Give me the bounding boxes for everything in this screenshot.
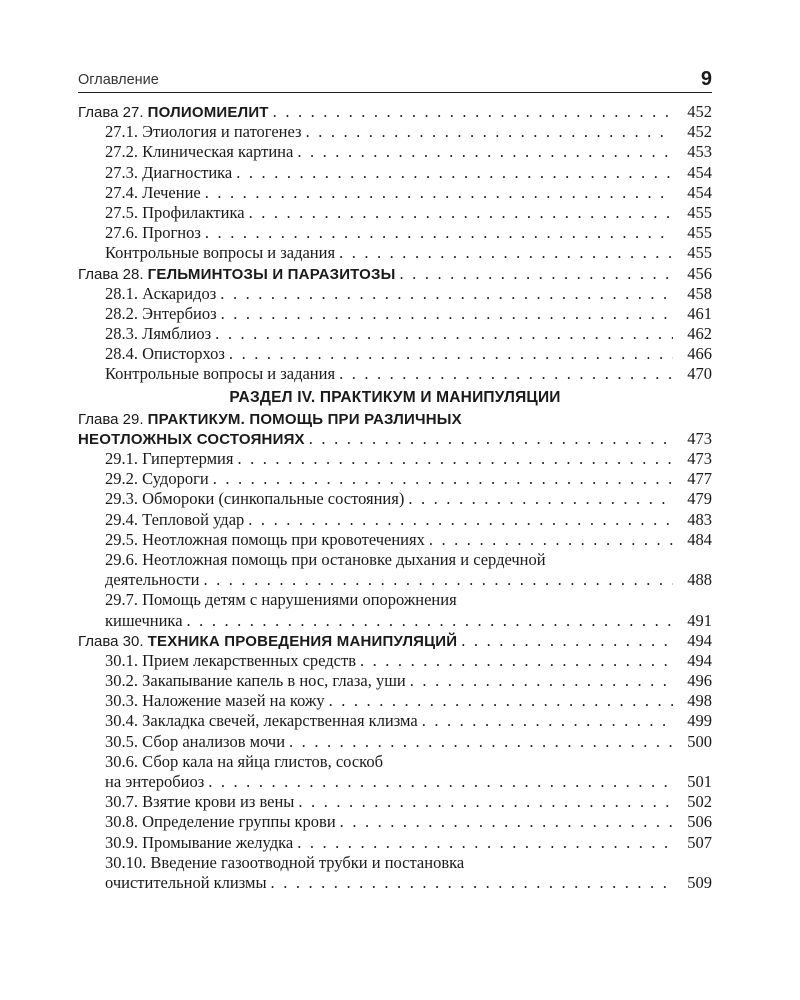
toc-chapter-29-line1[interactable] — [78, 409, 712, 429]
dot-leader — [271, 873, 673, 893]
page-ref: 491 — [687, 610, 712, 630]
page-ref: 455 — [687, 223, 712, 243]
page-ref: 509 — [687, 872, 712, 892]
page-ref: 488 — [687, 570, 712, 590]
dot-leader — [215, 324, 673, 344]
entry-text: 29.3. Обмороки (синкопальные состояния) — [105, 489, 405, 509]
toc-entry[interactable] — [78, 284, 712, 304]
toc-entry[interactable] — [78, 711, 712, 731]
toc-entry-line2[interactable] — [78, 873, 712, 893]
page-ref: 494 — [687, 650, 712, 670]
chapter-title: ГЕЛЬМИНТОЗЫ И ПАРАЗИТОЗЫ — [147, 265, 396, 283]
chapter-prefix: Глава 29. — [78, 410, 144, 428]
toc-entry[interactable] — [78, 812, 712, 832]
page-ref: 501 — [687, 772, 712, 791]
entry-text: 30.3. Наложение мазей на кожу — [105, 691, 325, 711]
entry-text: 30.7. Взятие крови из вены — [105, 792, 295, 812]
page-ref: 500 — [687, 731, 712, 751]
toc-entry[interactable] — [78, 203, 712, 223]
entry-text-continued: кишечника — [105, 610, 183, 630]
dot-leader — [400, 264, 673, 284]
dot-leader — [410, 671, 673, 691]
dot-leader — [339, 364, 673, 384]
dot-leader — [297, 142, 673, 162]
entry-text: 28.4. Описторхоз — [105, 344, 225, 364]
entry-text: 27.5. Профилактика — [105, 202, 245, 222]
entry-text: 28.3. Лямблиоз — [105, 324, 212, 344]
toc-entry[interactable] — [78, 489, 712, 509]
entry-text: 28.2. Энтербиоз — [105, 303, 217, 323]
toc-entry-line1[interactable] — [78, 550, 712, 570]
page-ref: 461 — [687, 303, 712, 323]
dot-leader — [297, 833, 673, 853]
page-ref: 502 — [687, 792, 712, 812]
dot-leader — [208, 772, 673, 792]
page-ref: 454 — [687, 182, 712, 202]
dot-leader — [273, 102, 673, 122]
toc-entry[interactable] — [78, 324, 712, 344]
page-ref: 452 — [687, 122, 712, 142]
toc-chapter-28[interactable] — [78, 264, 712, 284]
dot-leader — [236, 163, 673, 183]
entry-text: 30.1. Прием лекарственных средств — [105, 650, 356, 670]
toc-entry-line1[interactable] — [78, 590, 712, 610]
dot-leader — [187, 611, 673, 631]
dot-leader — [229, 344, 673, 364]
toc-entry[interactable] — [78, 449, 712, 469]
entry-text: 29.5. Неотложная помощь при кровотечениях — [105, 529, 425, 549]
entry-text: 30.4. Закладка свечей, лекарственная клизма — [105, 711, 418, 731]
page-ref: 484 — [687, 529, 712, 549]
toc-entry[interactable] — [78, 122, 712, 142]
page-ref: 455 — [687, 243, 712, 263]
dot-leader — [298, 792, 673, 812]
entry-text: 27.3. Диагностика — [105, 162, 233, 182]
dot-leader — [329, 691, 673, 711]
dot-leader — [461, 631, 673, 651]
dot-leader — [248, 510, 673, 530]
page-ref: 452 — [687, 102, 712, 121]
dot-leader — [289, 732, 673, 752]
page-ref: 498 — [687, 691, 712, 711]
entry-text: Контрольные вопросы и задания — [105, 364, 336, 384]
toc-entry[interactable] — [78, 691, 712, 711]
toc-entry[interactable] — [78, 469, 712, 489]
dot-leader — [249, 203, 673, 223]
toc-entry[interactable] — [78, 304, 712, 324]
dot-leader — [205, 183, 673, 203]
toc-chapter-29-line2[interactable] — [78, 429, 712, 449]
dot-leader — [220, 284, 673, 304]
page-ref: 483 — [687, 509, 712, 529]
toc-entry[interactable] — [78, 364, 712, 384]
chapter-prefix: Глава 28. — [78, 265, 144, 283]
chapter-title: ПРАКТИКУМ. ПОМОЩЬ ПРИ РАЗЛИЧНЫХ — [147, 410, 462, 428]
page-ref: 470 — [687, 364, 712, 384]
entry-text: 29.6. Неотложная помощь при остановке дыхания и сердечной — [105, 549, 546, 569]
entry-text: 29.1. Гипертермия — [105, 449, 234, 468]
entry-text: 27.4. Лечение — [105, 182, 201, 202]
entry-text: 27.1. Этиология и патогенез — [105, 122, 302, 142]
toc-entry[interactable] — [78, 792, 712, 812]
entry-text: 27.2. Клиническая картина — [105, 142, 294, 162]
entry-text-continued: очистительной клизмы — [105, 872, 267, 892]
toc-entry[interactable] — [78, 530, 712, 550]
entry-text: 30.6. Сбор кала на яйца глистов, соскоб — [105, 751, 383, 771]
entry-text: 28.1. Аскаридоз — [105, 283, 217, 303]
toc-page — [78, 64, 712, 893]
chapter-prefix: Глава 27. — [78, 104, 144, 121]
chapter-prefix: Глава 30. — [78, 632, 144, 650]
entry-text: 29.4. Тепловой удар — [105, 509, 245, 529]
chapter-title-continued: НЕОТЛОЖНЫХ СОСТОЯНИЯХ — [78, 430, 305, 448]
entry-text: 30.2. Закапывание капель в нос, глаза, уши — [105, 671, 406, 691]
page-ref: 477 — [687, 469, 712, 489]
toc-entry-line1[interactable] — [78, 853, 712, 873]
dot-leader — [237, 449, 673, 469]
toc-entry[interactable] — [78, 183, 712, 203]
toc-chapter-30[interactable] — [78, 631, 712, 651]
toc-entry[interactable] — [78, 833, 712, 853]
dot-leader — [339, 243, 673, 263]
toc-entry[interactable] — [78, 344, 712, 364]
page-ref: 456 — [687, 263, 712, 283]
entry-text: Контрольные вопросы и задания — [105, 243, 336, 263]
toc-entry[interactable] — [78, 732, 712, 752]
dot-leader — [422, 711, 673, 731]
toc-chapter-27[interactable] — [78, 102, 712, 122]
chapter-title: ТЕХНИКА ПРОВЕДЕНИЯ МАНИПУЛЯЦИЙ — [147, 632, 458, 650]
entry-text: 30.5. Сбор анализов мочи — [105, 731, 286, 751]
toc-entry[interactable] — [78, 163, 712, 183]
page-ref: 479 — [687, 489, 712, 509]
page-ref: 458 — [687, 283, 712, 303]
entry-text: 30.8. Определение группы крови — [105, 812, 336, 832]
entry-text-continued: деятельности — [105, 570, 200, 590]
toc-entry-line2[interactable] — [78, 570, 712, 590]
chapter-title: ПОЛИОМИЕЛИТ — [147, 104, 269, 121]
toc-entry-line2[interactable] — [78, 772, 712, 792]
dot-leader — [429, 530, 673, 550]
page-ref: 494 — [687, 630, 712, 650]
page-ref: 506 — [687, 812, 712, 832]
dot-leader — [205, 223, 673, 243]
dot-leader — [203, 570, 673, 590]
toc-entry[interactable] — [78, 651, 712, 671]
entry-text: 30.10. Введение газоотводной трубки и постановка — [105, 852, 465, 872]
running-head — [78, 64, 712, 93]
entry-text-continued: на энтеробиоз — [105, 772, 205, 791]
toc-entry[interactable] — [78, 223, 712, 243]
page-ref: 507 — [687, 832, 712, 852]
toc-entry[interactable] — [78, 243, 712, 263]
toc-entry[interactable] — [78, 671, 712, 691]
table-of-contents — [78, 102, 712, 893]
dot-leader — [408, 489, 673, 509]
page-ref: 473 — [687, 449, 712, 468]
dot-leader — [213, 469, 673, 489]
dot-leader — [340, 812, 673, 832]
running-head-title: Оглавление — [78, 72, 159, 88]
dot-leader — [309, 429, 673, 449]
toc-entry[interactable] — [78, 142, 712, 162]
dot-leader — [221, 304, 673, 324]
toc-entry[interactable] — [78, 510, 712, 530]
entry-text: 29.7. Помощь детям с нарушениями опорожнения — [105, 590, 457, 610]
page-ref: 499 — [687, 711, 712, 731]
page-ref: 455 — [687, 202, 712, 222]
toc-entry-line1[interactable] — [78, 752, 712, 772]
page-ref: 454 — [687, 162, 712, 182]
page-ref: 462 — [687, 324, 712, 344]
dot-leader — [306, 122, 673, 142]
dot-leader — [360, 651, 673, 671]
page-number: 9 — [700, 68, 712, 90]
page-ref: 466 — [687, 344, 712, 364]
section-heading[interactable]: РАЗДЕЛ IV. ПРАКТИКУМ И МАНИПУЛЯЦИИ — [229, 388, 561, 406]
entry-text: 27.6. Прогноз — [105, 223, 201, 243]
page-ref: 496 — [687, 671, 712, 691]
toc-entry-line2[interactable] — [78, 611, 712, 631]
entry-text: 30.9. Промывание желудка — [105, 832, 294, 852]
page-ref: 473 — [687, 428, 712, 448]
entry-text: 29.2. Судороги — [105, 469, 209, 489]
page-ref: 453 — [687, 142, 712, 162]
